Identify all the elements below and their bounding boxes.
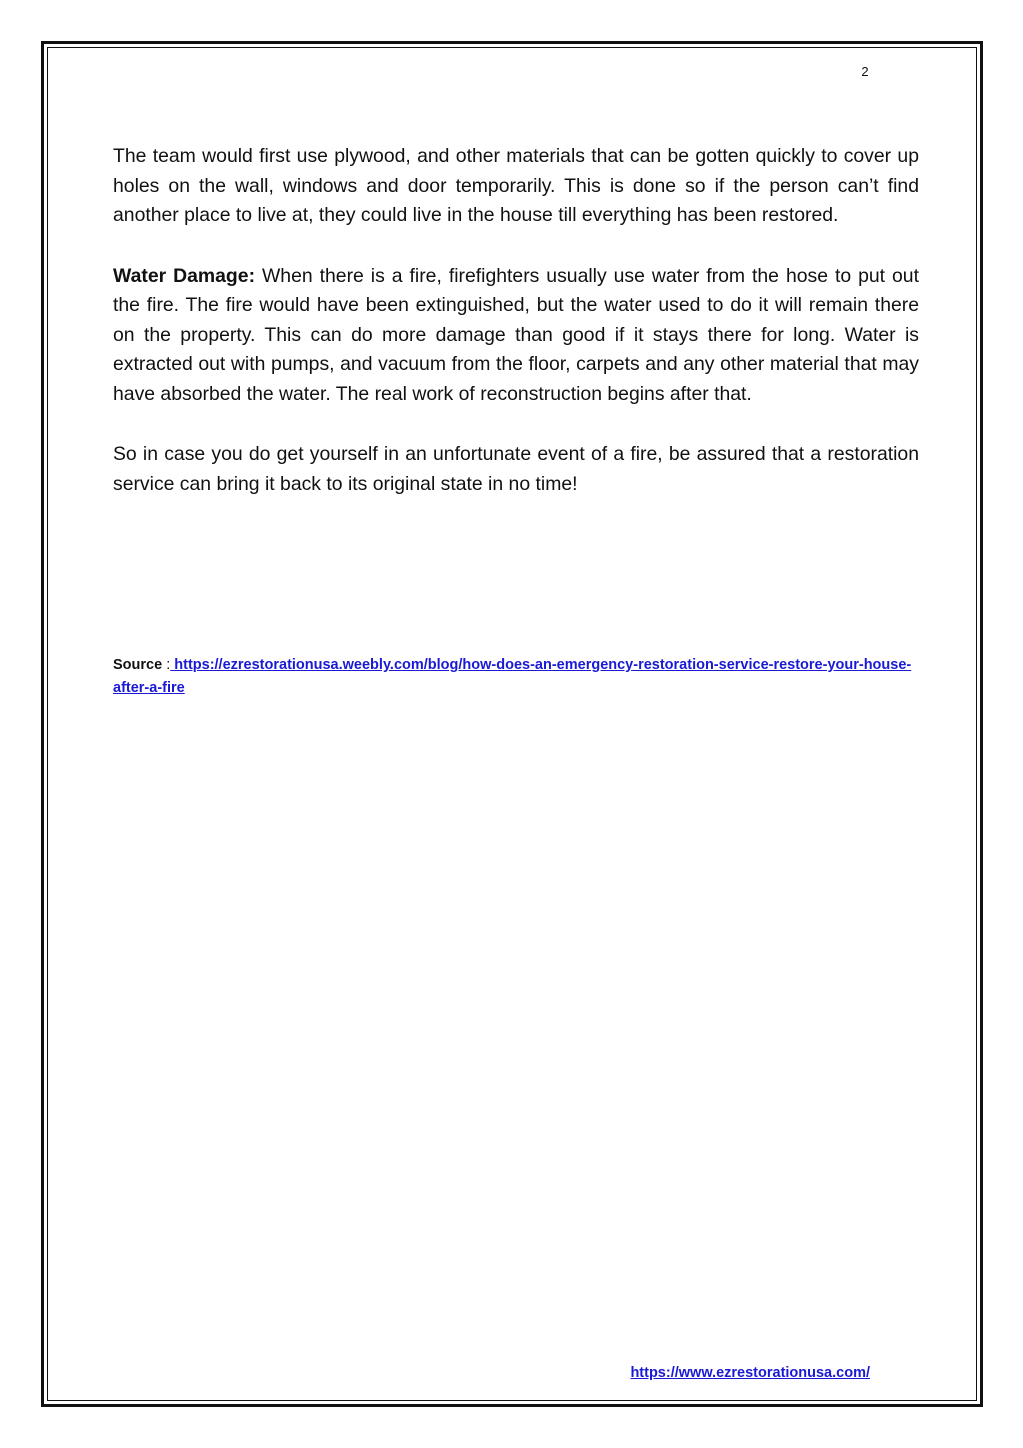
source-line [113,654,913,700]
paragraph-water-damage [113,262,919,410]
source-label: Source [113,657,163,673]
footer [560,1365,870,1381]
water-damage-heading: Water Damage: [113,264,256,287]
source-link[interactable]: https://ezrestorationusa.weebly.com/blog/how-does-an-emergency-restoration-service-restore-your-house-after-a-fire [113,657,912,696]
paragraph-temporary-repairs: The team would first use plywood, and other materials that can be gotten quickly to cover up holes on the wall, windows and door temporarily. This is done so if the person can’t find another place to live at, they could live in the house till everything has been restored. [113,145,919,226]
page-number: 2 [861,64,869,79]
body-content [113,142,919,530]
paragraph-conclusion: So in case you do get yourself in an unfortunate event of a fire, be assured that a restoration service can bring it back to its original state in no time! [113,443,919,495]
footer-website-link[interactable]: https://www.ezrestorationusa.com/ [630,1365,870,1381]
water-damage-text: When there is a fire, firefighters usually use water from the hose to put out the fire. The fire would have been extinguished, but the water used to do it will remain there on the property. This can do more damage than good if it stays there for long. Water is extracted out with pumps, and vacuum from the floor, carpets and any other material that may have absorbed the water. The real work of reconstruction begins after that. [113,264,919,405]
source-separator: : [162,657,171,673]
